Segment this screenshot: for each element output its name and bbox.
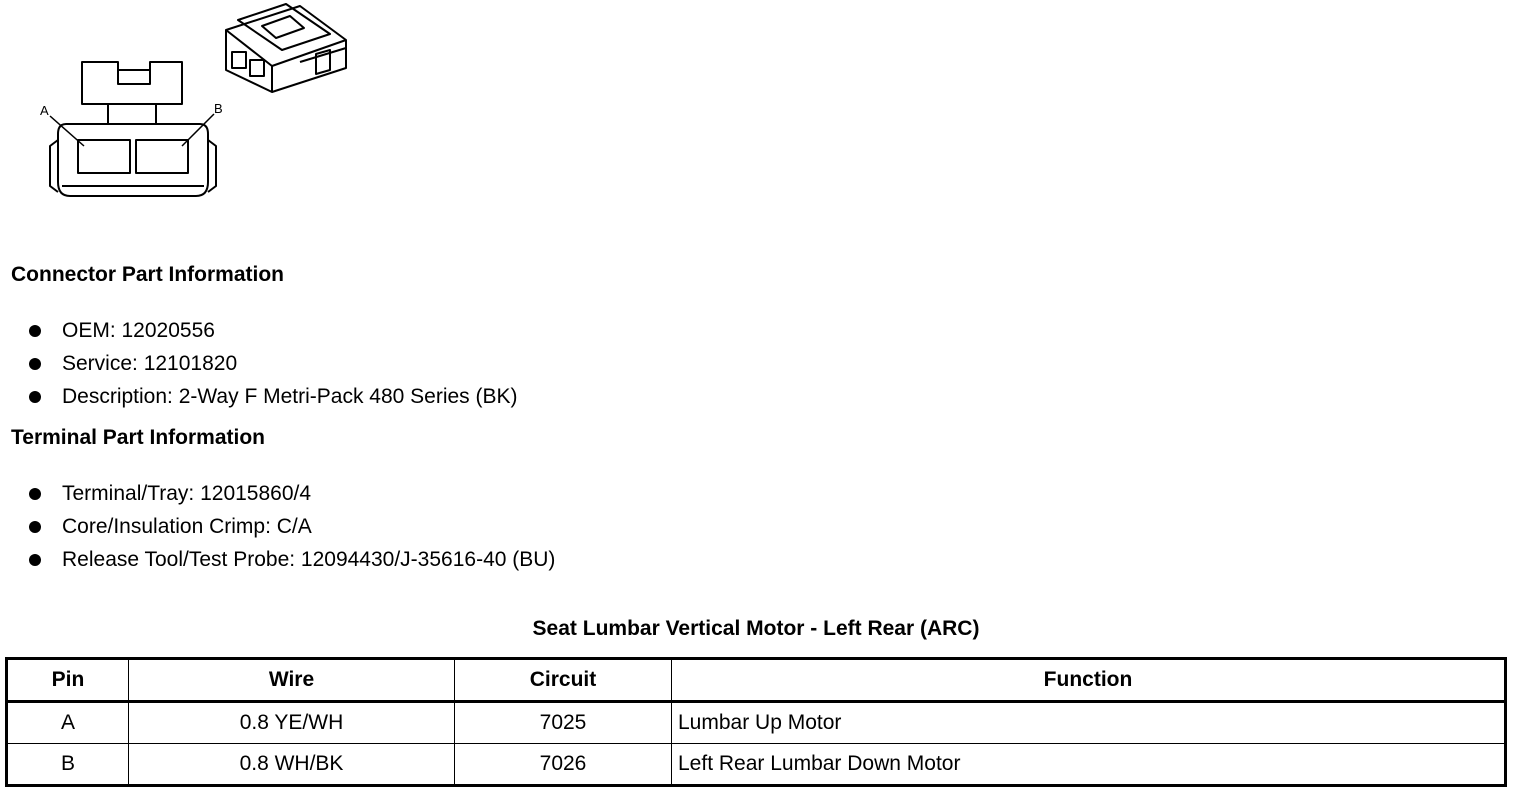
table-header-row <box>7 659 1506 702</box>
bullet-icon <box>29 488 41 500</box>
table-title: Seat Lumbar Vertical Motor - Left Rear (ARC) <box>532 617 980 640</box>
table-row <box>7 702 1506 744</box>
header-pin: Pin <box>7 659 129 702</box>
connector-info-list <box>29 317 518 416</box>
cell-circuit: 7026 <box>455 744 672 786</box>
bullet-icon <box>29 391 41 403</box>
connector-diagram <box>0 0 370 215</box>
terminal-tray: Terminal/Tray: 12015860/4 <box>62 482 312 505</box>
list-item <box>29 480 555 513</box>
list-item <box>29 383 518 416</box>
cell-pin: A <box>7 702 129 744</box>
cell-circuit: 7025 <box>455 702 672 744</box>
cavity-b <box>136 140 188 173</box>
bullet-icon <box>29 358 41 370</box>
cell-pin: B <box>7 744 129 786</box>
header-circuit: Circuit <box>455 659 672 702</box>
list-item <box>29 546 555 579</box>
connector-isometric-view <box>226 4 346 92</box>
list-item <box>29 513 555 546</box>
cell-function: Lumbar Up Motor <box>672 702 1506 744</box>
cell-wire: 0.8 YE/WH <box>129 702 455 744</box>
connector-face-view <box>50 62 216 196</box>
service-number: Service: 12101820 <box>62 352 238 375</box>
bullet-icon <box>29 521 41 533</box>
cell-function: Left Rear Lumbar Down Motor <box>672 744 1506 786</box>
pin-a-label: A <box>40 103 49 118</box>
list-item <box>29 350 518 383</box>
list-item <box>29 317 518 350</box>
terminal-info-title: Terminal Part Information <box>11 426 265 449</box>
cavity-a <box>78 140 130 173</box>
table-row <box>7 744 1506 786</box>
bullet-icon <box>29 554 41 566</box>
pinout-table <box>5 657 1507 787</box>
connector-description: Description: 2-Way F Metri-Pack 480 Series (BK) <box>62 385 518 408</box>
release-tool: Release Tool/Test Probe: 12094430/J-35616-40 (BU) <box>62 548 556 571</box>
oem-number: OEM: 12020556 <box>62 319 215 342</box>
bullet-icon <box>29 325 41 337</box>
terminal-info-list <box>29 480 555 579</box>
pin-b-label: B <box>214 101 223 116</box>
connector-info-title: Connector Part Information <box>11 263 285 286</box>
cell-wire: 0.8 WH/BK <box>129 744 455 786</box>
crimp-info: Core/Insulation Crimp: C/A <box>62 515 312 538</box>
header-wire: Wire <box>129 659 455 702</box>
header-function: Function <box>672 659 1506 702</box>
